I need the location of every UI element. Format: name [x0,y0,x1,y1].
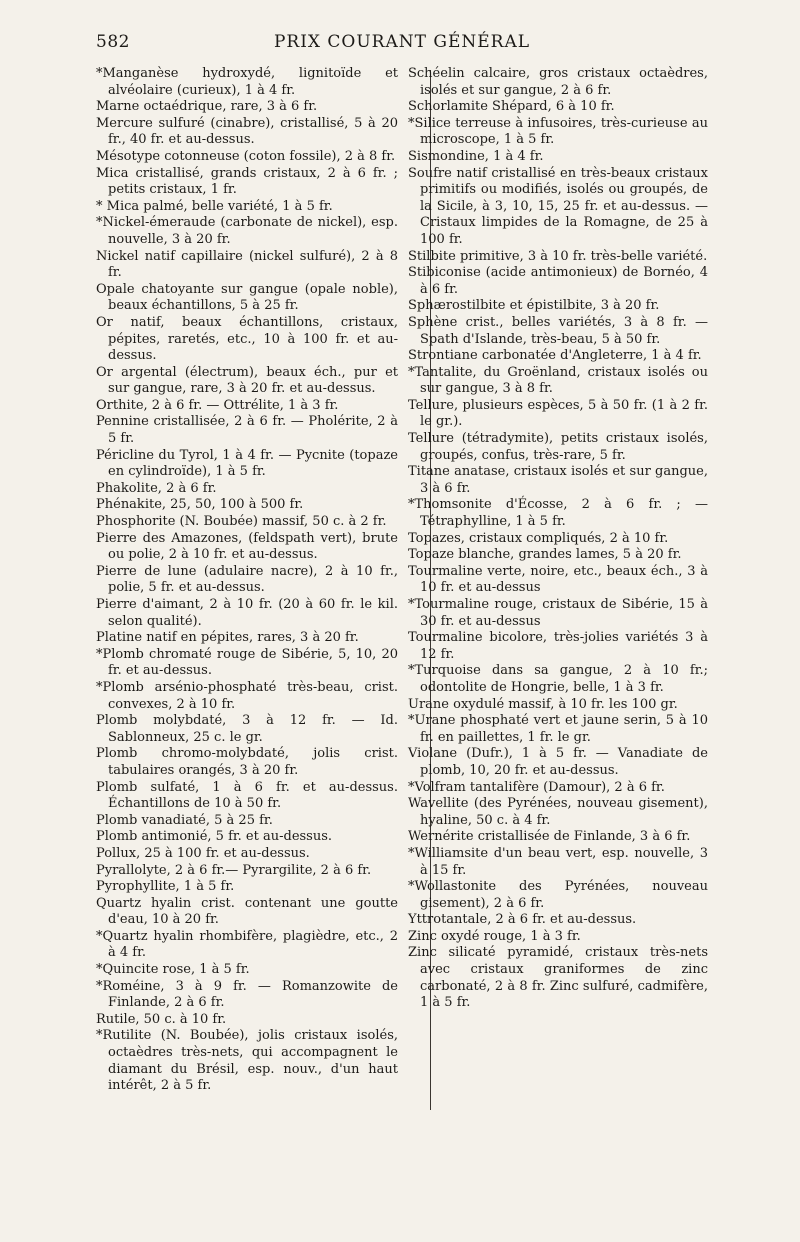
price-entry: Pierre de lune (adulaire nacre), 2 à 10 fr., polie, 5 fr. et au-dessus. [96,563,398,596]
price-entry: Or natif, beaux échantillons, cristaux, pépites, raretés, etc., 10 à 100 fr. et au-dessus. [96,314,398,364]
price-entry: Topaze blanche, grandes lames, 5 à 20 fr. [408,547,682,563]
price-entry: Pollux, 25 à 100 fr. et au-dessus. [96,845,310,861]
price-entry: Péricline du Tyrol, 1 à 4 fr. — Pycnite (topaze en cylindroïde), 1 à 5 fr. [96,447,398,480]
price-entry: Stilbite primitive, 3 à 10 fr. très-belle variété. [408,248,708,264]
price-entry: Sphène crist., belles variétés, 3 à 8 fr. — Spath d'Islande, très-beau, 5 à 50 fr. [408,314,708,347]
price-entry: * Mica palmé, belle variété, 1 à 5 fr. [96,198,333,214]
price-entry: Phénakite, 25, 50, 100 à 500 fr. [96,497,304,513]
price-entry: Or argental (électrum), beaux éch., pur et sur gangue, rare, 3 à 20 fr. et au-dessus. [96,364,398,397]
price-entry: Zinc oxydé rouge, 1 à 3 fr. [408,928,581,944]
price-entry: *Roméine, 3 à 9 fr. — Romanzowite de Finlande, 2 à 6 fr. [96,978,398,1011]
price-entry: Urane oxydulé massif, à 10 fr. les 100 gr. [408,696,678,712]
price-entry: *Turquoise dans sa gangue, 2 à 10 fr.; odontolite de Hongrie, belle, 1 à 3 fr. [408,663,708,695]
price-entry: Pierre des Amazones, (feldspath vert), brute ou polie, 2 à 10 fr. et au-dessus. [96,530,398,563]
price-entry: Plomb vanadiaté, 5 à 25 fr. [96,812,273,828]
price-entry: *Silice terreuse à infusoires, très-curieuse au microscope, 1 à 5 fr. [408,115,708,148]
price-entry: Schéelin calcaire, gros cristaux octaèdres, isolés et sur gangue, 2 à 6 fr. [408,66,708,98]
price-entry: *Urane phosphaté vert et jaune serin, 5 à 10 fr. en paillettes, 1 fr. le gr. [408,713,708,745]
page-number: 582 [96,32,130,52]
price-entry: Strontiane carbonatée d'Angleterre, 1 à 4 fr. [408,348,702,364]
price-entry: Plomb chromo-molybdaté, jolis crist. tabulaires orangés, 3 à 20 fr. [96,746,398,778]
right-column [408,66,708,1156]
left-column [96,66,398,1156]
price-entry: Wavellite (des Pyrénées, nouveau gisement), hyaline, 50 c. à 4 fr. [408,796,708,828]
price-entry: Soufre natif cristallisé en très-beaux cristaux primitifs ou modifiés, isolés ou groupés, de la Sicile, à 3, 10, 15, 25 fr. et au-dessus. — Cristaux limpides de la Romagne, de 25 à 100 fr. [408,165,708,247]
price-entry: *Nickel-émeraude (carbonate de nickel), esp. nouvelle, 3 à 20 fr. [96,215,398,247]
price-entry: *Quincite rose, 1 à 5 fr. [96,962,250,978]
price-entry: Orthite, 2 à 6 fr. — Ottrélite, 1 à 3 fr. [96,397,339,413]
price-entry: Tourmaline bicolore, très-jolies variétés 3 à 12 fr. [408,630,708,662]
price-entry: Quartz hyalin crist. contenant une goutte d'eau, 10 à 20 fr. [96,895,398,928]
price-entry: Rutile, 50 c. à 10 fr. [96,1011,227,1027]
price-entry: Marne octaédrique, rare, 3 à 6 fr. [96,99,318,115]
price-entry: Topazes, cristaux compliqués, 2 à 10 fr. [408,530,669,546]
price-entry: Violane (Dufr.), 1 à 5 fr. — Vanadiate de plomb, 10, 20 fr. et au-dessus. [408,746,708,778]
price-entry: Yttrotantale, 2 à 6 fr. et au-dessus. [408,912,637,928]
price-entry: Pennine cristallisée, 2 à 6 fr. — Pholérite, 2 à 5 fr. [96,414,398,447]
price-entry: Mercure sulfuré (cinabre), cristallisé, 5 à 20 fr., 40 fr. et au-dessus. [96,115,398,148]
price-entry: Schorlamite Shépard, 6 à 10 fr. [408,99,615,115]
price-entry: *Tourmaline rouge, cristaux de Sibérie, 15 à 30 fr. et au-dessus [408,597,708,629]
price-entry: Platine natif en pépites, rares, 3 à 20 fr. [96,630,359,646]
price-entry: Nickel natif capillaire (nickel sulfuré), 2 à 8 fr. [96,248,398,281]
price-entry: Tourmaline verte, noire, etc., beaux éch., 3 à 10 fr. et au-dessus [408,563,708,596]
price-entry: *Plomb arsénio-phosphaté très-beau, crist. convexes, 2 à 10 fr. [96,679,398,712]
price-entry: Pierre d'aimant, 2 à 10 fr. (20 à 60 fr. le kil. selon qualité). [96,597,398,629]
price-entry: Tellure (tétradymite), petits cristaux isolés, groupés, confus, très-rare, 5 fr. [408,431,708,463]
running-title: PRIX COURANT GÉNÉRAL [273,32,531,52]
price-entry: Sismondine, 1 à 4 fr. [408,148,544,164]
price-entry: *Rutilite (N. Boubée), jolis cristaux isolés, octaèdres très-nets, qui accompagnent le diamant du Brésil, esp. nouv., d'un haut intérêt, 2 à 5 fr. [96,1028,398,1094]
price-entry: Tellure, plusieurs espèces, 5 à 50 fr. (1 à 2 fr. le gr.). [408,397,708,430]
price-entry: Sphærostilbite et épistilbite, 3 à 20 fr. [408,298,660,314]
price-entry: Stibiconise (acide antimonieux) de Bornéo, 4 à 6 fr. [408,265,708,297]
price-entry: *Manganèse hydroxydé, lignitoïde et alvéolaire (curieux), 1 à 4 fr. [96,66,398,98]
price-entry: *Volfram tantalifère (Damour), 2 à 6 fr. [408,779,665,795]
price-entry: Mésotype cotonneuse (coton fossile), 2 à 8 fr. [96,148,396,164]
price-entry: *Tantalite, du Groënland, cristaux isolés ou sur gangue, 3 à 8 fr. [408,364,708,397]
price-entry: *Williamsite d'un beau vert, esp. nouvelle, 3 à 15 fr. [408,845,708,878]
price-entry: *Wollastonite des Pyrénées, nouveau gisement), 2 à 6 fr. [408,879,708,911]
price-entry: Zinc silicaté pyramidé, cristaux très-nets avec cristaux graniformes de zinc carbonaté, 2 à 8 fr. Zinc sulfuré, cadmifère, 1 à 5 fr. [408,945,708,1011]
price-entry: Phakolite, 2 à 6 fr. [96,480,217,496]
page-header [96,28,708,58]
price-list-columns [96,66,708,1156]
price-entry: Plomb sulfaté, 1 à 6 fr. et au-dessus. Échantillons de 10 à 50 fr. [96,779,398,812]
price-entry: Plomb antimonié, 5 fr. et au-dessus. [96,829,333,845]
price-entry: *Plomb chromaté rouge de Sibérie, 5, 10, 20 fr. et au-dessus. [96,646,398,679]
price-entry: Titane anatase, cristaux isolés et sur gangue, 3 à 6 fr. [408,464,708,496]
price-entry: Pyrophyllite, 1 à 5 fr. [96,879,235,895]
price-entry: *Quartz hyalin rhombifère, plagièdre, etc., 2 à 4 fr. [96,928,398,961]
price-entry: *Thomsonite d'Écosse, 2 à 6 fr. ; — Tétraphylline, 1 à 5 fr. [408,497,708,530]
price-entry: Wernérite cristallisée de Finlande, 3 à 6 fr. [408,829,691,845]
price-entry: Phosphorite (N. Boubée) massif, 50 c. à 2 fr. [96,514,387,530]
price-entry: Pyrallolyte, 2 à 6 fr.— Pyrargilite, 2 à 6 fr. [96,862,372,878]
price-entry: Opale chatoyante sur gangue (opale noble), beaux échantillons, 5 à 25 fr. [96,281,398,314]
price-entry: Plomb molybdaté, 3 à 12 fr. — Id. Sablonneux, 25 c. le gr. [96,713,398,745]
price-entry: Mica cristallisé, grands cristaux, 2 à 6 fr. ; petits cristaux, 1 fr. [96,165,398,198]
